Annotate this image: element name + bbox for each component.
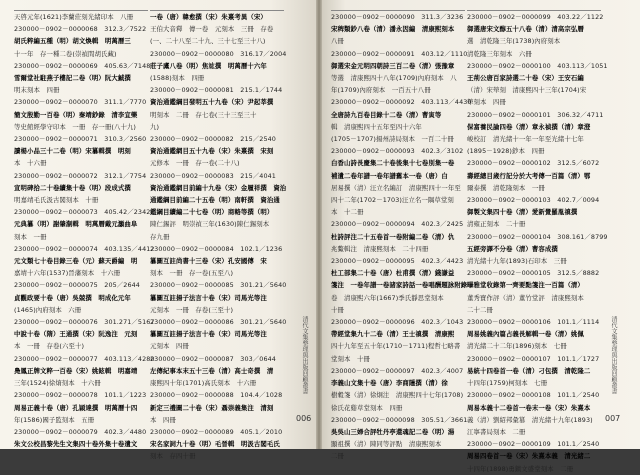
catalog-entry-line: 230000－0902－0000078 101.1／1223 [14, 391, 147, 400]
catalog-entry-title-line: 御選宋金元明四朝詩三百二卷（清）張豫章 [331, 61, 455, 70]
catalog-entry-title-line: 周易本義十二卷首一卷末一卷（宋）朱熹本 [467, 403, 591, 412]
catalog-entry-line: 230000－0902－0000081 215.1／1744 [150, 86, 283, 95]
catalog-entry-line: 230000－0902－0000097 402.3／4007 [331, 366, 464, 375]
catalog-entry-line: 等史館經學守印本 一冊 存一冊(八十九) [14, 122, 137, 131]
catalog-entry-title-line: 莊子鬳八卷（明）焦竑撰 明萬曆十六年 [150, 61, 267, 70]
catalog-entry-line: 刻本 存四十冊 [150, 452, 196, 461]
catalog-entry-line: 230000－0902－0000082 215／2540 [150, 135, 276, 144]
catalog-entry-line: 230000－0902－0000104 308.161／8799 [467, 232, 608, 241]
catalog-entry-line: 230000－0902－0000083 215／4041 [150, 171, 276, 180]
catalog-entry-line: 230000－0902－0000099 403.22／1122 [467, 13, 604, 21]
catalog-entry-title-line: 易統十四卷首一卷（清）刁包撰 清乾隆二 [467, 366, 591, 375]
catalog-entry-title-line: 元典纂（明）謝肇淛輯 明萬曆戴元灝曲阜 [14, 220, 138, 229]
catalog-entry-line: 明嘉靖毛氏汲古閣刻本 十冊 [14, 196, 99, 205]
catalog-entry-line: （清）宋犖刻 清康熙四十三年(1704)宋 [467, 86, 587, 95]
catalog-entry-line: 峻校訂 清光緒十一年一年至光緒十七年 [467, 135, 584, 144]
catalog-entry-title-line: 讀楊小品三十二卷（明）宋纂輯撰 明刻 [14, 147, 131, 156]
catalog-entry-line: 康熙四十年(1701)高氏刻本 十六冊 [150, 379, 257, 388]
catalog-entry-line: (1705－1707)揚州詩局刻本 一百二十冊 [331, 135, 454, 144]
catalog-entry-title-line: 周易正義十卷（唐）孔穎達撰 明萬曆十四 [14, 403, 138, 412]
catalog-entry-line: 天啓元年(1621)李蘭莊刻光緒印本 八冊 [14, 13, 134, 21]
catalog-entry-title-line: 杜工部集二十卷（唐）杜甫撰（清）錢謙益 [331, 269, 455, 278]
catalog-entry-line: 年(1709)內府刻本 一百五十八冊 [331, 86, 431, 95]
catalog-entry-line: 230000－0902－0000076 301.271／5167 [14, 318, 155, 327]
catalog-entry-title-line: 貞觀政要十卷（唐）吳兢撰 明成化元年 [14, 293, 131, 302]
catalog-entry-title-line: 資治通鑑綱目發明五十九卷（宋）尹起莘撰 [150, 98, 274, 107]
catalog-entry-line: 230000－0902－0000087 303／0644 [150, 354, 276, 363]
catalog-entry-line: 230000－0902－0000072 312.1／7754 [14, 171, 147, 180]
catalog-entry-title-line: 帶經堂集九十二卷（清）王士禛撰 清康熙 [331, 330, 455, 339]
catalog-entry-line: 清光緒十九年(1893)石印本 三冊 [467, 257, 567, 266]
catalog-entry-line: 230000－0902－0000089 405.1／2010 [150, 427, 283, 436]
catalog-entry-line: 江寧書局刻本 二冊 [467, 427, 526, 436]
catalog-entry-title-line: 資治通鑑網目五十九卷（宋）朱熹撰 宋刻 [150, 147, 274, 156]
catalog-entry-line: 230000－0902－0000103 402.7／0094 [467, 196, 600, 205]
catalog-entry-line: 230000－0902－0000101 306.32／4711 [467, 110, 604, 119]
catalog-entry-title-line: 纂圖互註尚書十三卷（宋）孔安國傳 宋 [150, 257, 267, 266]
catalog-entry-line: 堂刻本 十冊 [331, 354, 370, 363]
right-side-caption: 清代文集整理與出版回顧叢書 [610, 316, 617, 394]
catalog-entry-title-line: 杜詩評注二十五卷首一卷附編二卷（清）仇 [331, 232, 455, 241]
catalog-entry-title-line: 資治通鑑網目前編十九卷（宋）金履祥撰 資治 [150, 183, 287, 192]
catalog-entry-line: 十四年(1898)勇鎮文盛堂刻本 二冊 [467, 464, 574, 473]
catalog-entry-line: 卷 清康熙六年(1667)季氏靜思堂刻本 [331, 293, 444, 302]
catalog-entry-line: 230000－0902－0000105 312.5／8882 [467, 269, 600, 278]
catalog-entry-title-line: 御製文集四十卷（清）愛新覺羅胤禛撰 [467, 208, 578, 217]
catalog-entry-line: 二十二冊 [467, 305, 493, 314]
catalog-entry-title-line: 鳧鳳正牌文粹一百卷（宋）姚鉉輯 明嘉靖 [14, 366, 138, 375]
catalog-entry-line: 犖刻本 四冊 [467, 98, 506, 107]
right-page-column-2 [467, 10, 608, 473]
catalog-entry-title-line: 宣明碑拾二十卷續集十卷（明）段成式撰 [14, 183, 131, 192]
catalog-entry-line: 230000－0902－0000079 402.3／4480 [14, 427, 147, 436]
catalog-entry-line: 230000－0902－0000109 101.1／2540 [467, 440, 600, 449]
catalog-entry-line: 義（清）劉紹邦彙纂 清光緒十九年(1893) [467, 415, 593, 424]
catalog-entry-title-line: 左傳紀事本末五十三卷（清）高士奇撰 清 [150, 366, 274, 375]
catalog-entry-title-line: 纂圖互註揚子法言十卷（宋）司馬光等注 [150, 330, 267, 339]
catalog-entry-title-line: 王荊公唐百家詩選二十卷（宋）王安石編 [467, 74, 584, 83]
catalog-entry-line: 董秀寶作評（清）董竹堂評 清康熙刻本 [467, 293, 584, 302]
catalog-entry-title-line: 簡文殷勤一百卷（明）秦靖鈔錄 清李宜樂 [14, 110, 138, 119]
catalog-entry-line: 230000－0902－0000100 403.113／1051 [467, 61, 608, 70]
left-side-caption: 清代文集整理與出版回顧叢書 [301, 316, 308, 394]
catalog-entry-line: 十冊 [331, 305, 344, 314]
catalog-entry-line: (1588)刻本 四冊 [150, 74, 205, 83]
catalog-entry-title-line: 全唐詩九百卷目錄十二卷（清）曹寅等 [331, 110, 442, 119]
catalog-entry-title-line: 箋注 一卷年譜一卷諸家詩話一卷唱酬題詠附錄一 [331, 281, 474, 290]
left-page-number: 006 [296, 414, 312, 423]
catalog-entry-line: 清雍正刻本 二十冊 [467, 220, 526, 229]
catalog-entry-title-line: 御選唐宋文醇五十八卷（清）清高宗弘曆 [467, 25, 584, 34]
catalog-entry-line: 嘉靖十六年(1537)晉藩刻本 十六冊 [14, 269, 121, 278]
catalog-entry-title-line: 通鑑綱目前編二十五卷（明）南軒撰 資治通 [150, 196, 280, 205]
catalog-entry-line: 明末刻本 四冊 [14, 86, 60, 95]
catalog-entry-line: (一、二十八至二十九、三十七至三十八) [150, 37, 266, 46]
catalog-entry-line: 230000－0902－0000085 301.21／5640 [150, 281, 287, 290]
catalog-entry-line: 兆鰲輯注 清康熙刻本 二十四冊 [331, 244, 429, 253]
catalog-entry-title-line: 五經旁譯不分卷（清）曹容成撰 [467, 244, 558, 253]
catalog-entry-title-line: 曝雅堂收錄第一齊要點箋注一百篇（清） [467, 281, 584, 290]
catalog-entry-line: 230000－0902－0000096 402.3／1043 [331, 318, 464, 327]
catalog-entry-title-line: 鑑綱目續編二十七卷（明）商輅等撰（明） [150, 208, 274, 217]
catalog-entry-line: 存九冊 [150, 232, 170, 241]
catalog-entry-line: 樹穀箋（清）徐炯注 清康熙四十七年(1708) [331, 391, 464, 400]
catalog-entry-line: 十一年 存一種二卷(崇禎間胡氏藏) [14, 49, 117, 58]
catalog-entry-line: 二冊 [331, 452, 344, 461]
catalog-entry-line: 陳仁錫評 明崇禎三年(1630)陳仁錫刻本 [150, 220, 270, 229]
catalog-entry-title-line: 胡氏粹編五種（明）胡文煥輯 明萬曆三 [14, 37, 131, 46]
catalog-entry-title-line: 新定三禮圖二十卷（宋）聶崇義集注 清刻 [150, 403, 274, 412]
catalog-entry-line: 230000－0902－0000086 301.21／5640 [150, 318, 287, 327]
catalog-entry-title-line: 宋名家詞九十卷（明）毛晉輯 明汲古閣毛氏 [150, 440, 280, 449]
catalog-entry-line: 230000－0902－0000073 405.42／2342 [14, 208, 151, 217]
catalog-entry-line: 九) [150, 122, 160, 131]
catalog-entry-line: 選 清乾隆三年(1738)內府刻本 [467, 37, 561, 46]
catalog-entry-line: 爾泰撰 清乾隆刻本 一冊 [467, 183, 545, 192]
catalog-entry-line: 王伯大音釋 傳一卷 元刻本 三冊 存卷 [150, 25, 274, 34]
catalog-entry-line: 230000－0902－0000090 311.3／3236 [331, 13, 464, 21]
catalog-entry-title-line: 李義山文集十卷（唐）李商隱撰（清）徐 [331, 379, 448, 388]
catalog-entry-line: 本 十六冊 [14, 159, 47, 168]
catalog-entry-line: 等選 清康熙四十八年(1709)內府刻本 八 [331, 74, 457, 83]
catalog-entry-line: 230000－0902－0000098 305.51／3661 [331, 415, 468, 424]
catalog-entry-title-line: 元文類七十卷目錄三卷（元）蘇天爵編 明 [14, 257, 138, 266]
catalog-entry-line: 明刻本 二冊 存七卷(三十三至三十 [150, 110, 257, 119]
catalog-entry-line: 居易撰（清）汪立名編訂 清康熙四十一年至 [331, 183, 461, 192]
catalog-entry-line: 十四年(1759)柯刻本 七冊 [467, 379, 548, 388]
catalog-entry-title-line: 朱文公校昌黎先生文集四十卷外集十卷遺文 [14, 440, 138, 449]
catalog-entry-line: 刻本 一冊 存一卷(五至八) [150, 269, 234, 278]
catalog-entry-title-line: 壽經總目歲行記分於大考傳一百篇（清）鄂 [467, 171, 591, 180]
catalog-entry-line: (1895－1928)鈔本 四冊 [467, 147, 545, 156]
catalog-entry-line: 230000－0902－0000084 102.1／1236 [150, 244, 283, 253]
catalog-entry-line: 徐氏花谿草堂刻本 四冊 [331, 403, 403, 412]
catalog-entry-line: 230000－0902－0000070 311.1／7770 [14, 98, 147, 107]
catalog-entry-line: 元刻本 一冊 存卷(三至十) [150, 305, 234, 314]
catalog-entry-line: 230000－0902－0000080 316.17／2004 [150, 49, 287, 58]
catalog-entry-line: 清光緒二十二年(1896)刻本 七冊 [467, 342, 567, 351]
catalog-entry-title-line: 中說十卷（隋）王通撰（宋）阮逸注 元刻 [14, 330, 138, 339]
catalog-entry-line: 顯祖撰（清）陳同等評點 清康熙刻本 [331, 440, 442, 449]
catalog-entry-line: 230000－0902－0000075 205／2644 [14, 281, 140, 290]
catalog-entry-line: 230000－0902－0000068 312.3／7522 [14, 25, 147, 34]
catalog-entry-line: 元刻本 四冊 [150, 342, 189, 351]
right-page-number: 007 [605, 414, 621, 423]
catalog-entry-line: (1465)內府刻本 六冊 [14, 305, 82, 314]
catalog-entry-title-line: 纂圖互註揚子法言十卷（宋）司馬光等注 [150, 293, 267, 302]
catalog-entry-line: 230000－0902－0000091 403.12／1110 [331, 49, 468, 58]
catalog-entry-line: 本 十二冊 [331, 208, 364, 217]
catalog-entry-line: 230000－0902－0000074 403.135／4412 [14, 244, 155, 253]
catalog-entry-line: 230000－0902－0000094 402.3／2425 [331, 220, 464, 229]
left-page-column-2 [150, 10, 287, 461]
catalog-entry-title-line: 補遺二卷年譜一卷年譜舊本一卷（唐）白 [331, 171, 448, 180]
catalog-entry-line: 230000－0902－0000102 312.5／6072 [467, 159, 600, 168]
catalog-entry-line: 元修本 一冊 存一卷(二十八) [150, 159, 240, 168]
catalog-entry-line: 230000－0902－0000095 402.3／4423 [331, 257, 464, 266]
catalog-entry-title-line: 雪爾堂社駐燕子樓記二卷（明）阮大鋮撰 [14, 74, 131, 83]
catalog-entry-line: 230000－0902－0000093 402.3／3102 [331, 147, 464, 156]
catalog-entry-title-line: 吳吳山三婦合評牡丹亭還魂記二卷（明）湯 [331, 427, 455, 436]
left-page-column-1 [14, 10, 155, 449]
catalog-entry-title-line: 周易四卷首一卷（宋）朱熹本義 清光緒二 [467, 452, 591, 461]
catalog-entry-title-line: 宋稗類鈔八卷（清）潘永因編 清康熙刻本 [331, 25, 455, 34]
catalog-entry-line: 四十二年(1702－1703)汪立名一隅草堂刻 [331, 196, 454, 205]
book-gutter [316, 0, 322, 449]
catalog-entry-line: 230000－0902－0000108 101.1／2540 [467, 391, 600, 400]
catalog-entry-line: 本 一冊 存卷(六至十) [14, 342, 85, 351]
catalog-entry-line: 四十九年至五十年(1710－1711)程哲七略書 [331, 342, 461, 351]
right-page-column-1 [331, 10, 474, 461]
catalog-entry-line: 230000－0902－0000069 405.63／7148 [14, 61, 151, 70]
catalog-entry-line: 八冊 [331, 37, 344, 46]
catalog-entry-title-line: 白香山詩長慶集二十卷後集十七卷別集一卷 [331, 159, 455, 168]
catalog-entry-line: 230000－0902－0000092 403.113／4430 [331, 98, 472, 107]
catalog-entry-line: 230000－0902－0000077 403.113／4280 [14, 354, 155, 363]
catalog-entry-line: 清乾隆三年刻本 六冊 [467, 49, 532, 58]
catalog-entry-line: 輯 清康熙四十五年至四十六年 [331, 122, 422, 131]
catalog-entry-line: 三年(1524)徐焴刻本 十六冊 [14, 379, 101, 388]
catalog-entry-line: 年(1586)國子監刻本 五冊 [14, 415, 95, 424]
catalog-entry-line: 本 四冊 [150, 415, 176, 424]
catalog-entry-title-line: 一卷（唐）韓愈撰（宋）朱熹考異（宋） [150, 13, 267, 21]
catalog-entry-line: 刻本 一冊 [14, 232, 47, 241]
catalog-entry-line: 230000－0902－0000071 310.3／2560 [14, 135, 147, 144]
catalog-entry-line: 230000－0902－0000088 104.4／1028 [150, 391, 283, 400]
catalog-entry-line: 230000－0902－0000106 101.1／1114 [467, 318, 600, 327]
catalog-entry-line: 230000－0902－0000107 101.1／1727 [467, 354, 600, 363]
catalog-entry-title-line: 保富養民論四卷（清）章永禎撰（清）章澄 [467, 122, 591, 131]
catalog-entry-title-line: 周易姚義內篇占義長解輯一卷（清）姚佩 [467, 330, 584, 339]
